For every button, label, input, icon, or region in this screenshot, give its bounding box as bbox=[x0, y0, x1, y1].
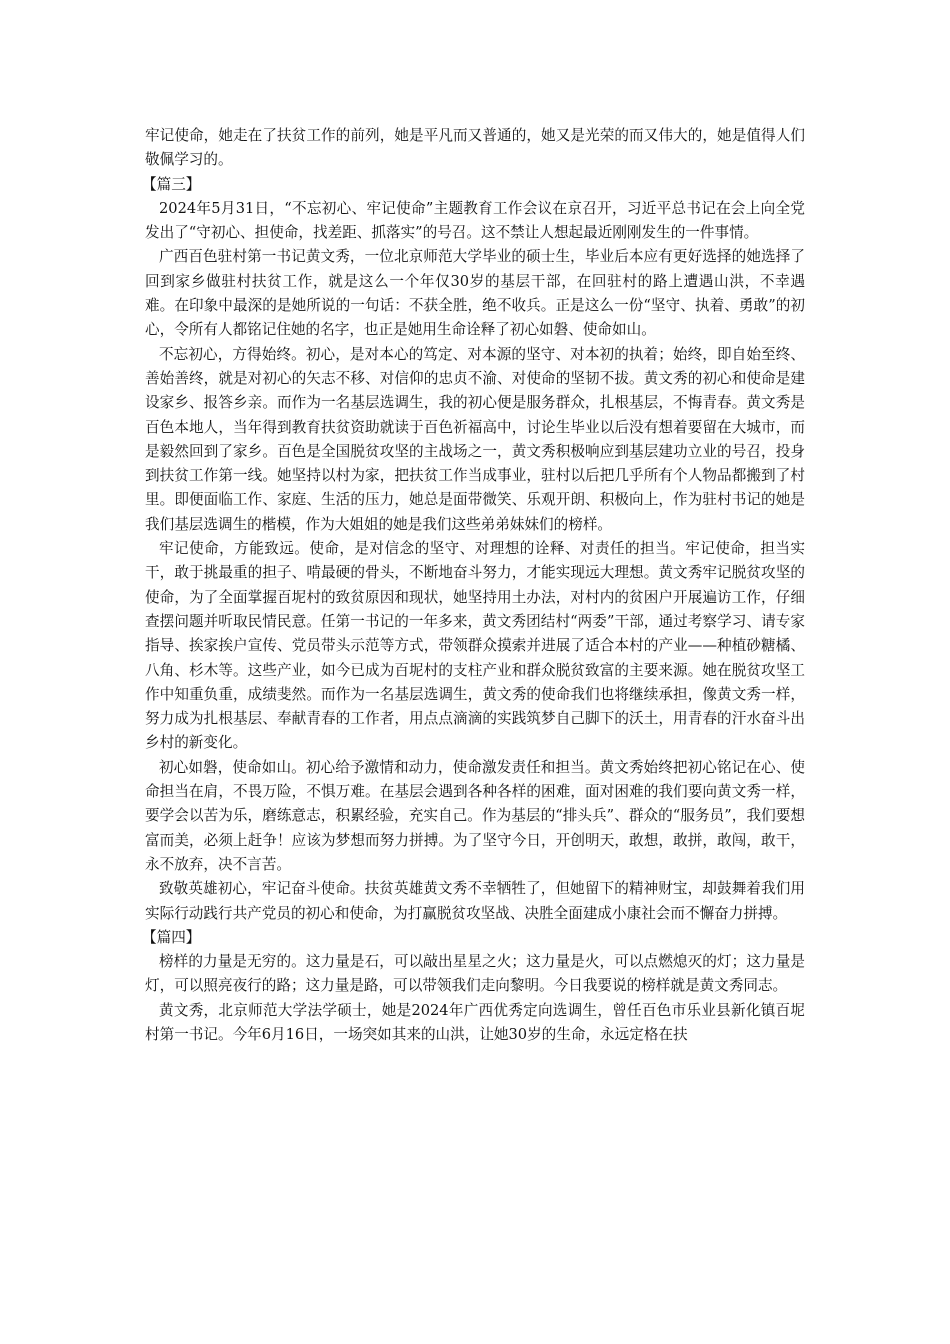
paragraph: 致敬英雄初心，牢记奋斗使命。扶贫英雄黄文秀不幸牺牲了，但她留下的精神财宝，却鼓舞着我们用实际行动践行共产党员的初心和使命，为打赢脱贫攻坚战、决胜全面建成小康社会而不懈奋力拼搏。 bbox=[145, 880, 805, 922]
paragraph: 不忘初心，方得始终。初心，是对本心的笃定、对本源的坚守、对本初的执着；始终，即自始至终、善始善终，就是对初心的矢志不移、对信仰的忠贞不渝、对使命的坚韧不拔。黄文秀的初心和使命是建设家乡、报答乡亲。而作为一名基层选调生，我的初心便是服务群众，扎根基层，不悔青春。黄文秀是百色本地人，当年得到教育扶贫资助就读于百色祈福高中，讨论生毕业以后没有想着要留在大城市，而是毅然回到了家乡。百色是全国脱贫攻坚的主战场之一，黄文秀积极响应到基层建功立业的号召，投身到扶贫工作第一线。她坚持以村为家，把扶贫工作当成事业，驻村以后把几乎所有个人物品都搬到了村里。即便面临工作、家庭、生活的压力，她总是面带微笑、乐观开朗、积极向上，作为驻村书记的她是我们基层选调生的楷模，作为大姐姐的她是我们这些弟弟妹妹们的榜样。 bbox=[145, 345, 805, 533]
paragraph: 广西百色驻村第一书记黄文秀，一位北京师范大学毕业的硕士生，毕业后本应有更好选择的她选择了回到家乡做驻村扶贫工作，就是这么一个年仅30岁的基层干部，在回驻村的路上遭遇山洪，不幸遇难。在印象中最深的是她所说的一句话：不获全胜，绝不收兵。正是这么一份“坚守、执着、勇敢”的初心，令所有人都铭记住她的名字，也正是她用生命诠释了初心如磐、使命如山。 bbox=[145, 248, 805, 339]
document-body bbox=[142, 124, 805, 1047]
paragraph: 牢记使命，方能致远。使命，是对信念的坚守、对理想的诠释、对责任的担当。牢记使命，担当实干，敢于挑最重的担子、啃最硬的骨头，不断地奋斗努力，才能实现远大理想。黄文秀牢记脱贫攻坚的使命，为了全面掌握百坭村的致贫原因和现状，她坚持用土办法，对村内的贫困户开展遍访工作，仔细查摆问题并听取民情民意。任第一书记的一年多来，黄文秀团结村“两委”干部，通过考察学习、请专家指导、挨家挨户宣传、党员带头示范等方式，带领群众摸索并进展了适合本村的产业——种植砂糖橘、八角、杉木等。这些产业，如今已成为百坭村的支柱产业和群众脱贫致富的主要来源。她在脱贫攻坚工作中知重负重，成绩斐然。而作为一名基层选调生，黄文秀的使命我们也将继续承担，像黄文秀一样，努力成为扎根基层、奉献青春的工作者，用点点滴滴的实践筑梦自己脚下的沃土，用青春的汗水奋斗出乡村的新变化。 bbox=[145, 540, 805, 752]
paragraph: 2024年5月31日，“不忘初心、牢记使命”主题教育工作会议在京召开，习近平总书记在会上向全党发出了“守初心、担使命，找差距、抓落实”的号召。这不禁让人想起最近刚刚发生的一件事情。 bbox=[145, 199, 805, 242]
paragraph: 牢记使命，她走在了扶贫工作的前列，她是平凡而又普通的，她又是光荣的而又伟大的，她是值得人们敬佩学习的。 bbox=[145, 127, 805, 169]
paragraph: 初心如磐，使命如山。初心给予激情和动力，使命激发责任和担当。黄文秀始终把初心铭记在心、使命担当在肩，不畏万险，不惧万难。在基层会遇到各种各样的困难，面对困难的我们要向黄文秀一样，要学会以苦为乐，磨练意志，积累经验，充实自己。作为基层的“排头兵”、群众的“服务员”，我们要想富而美，必须上赶争！应该为梦想而努力拼搏。为了坚守今日，开创明天，敢想，敢拼，敢闯，敢干，永不放弃，决不言苦。 bbox=[145, 758, 805, 873]
paragraph: 黄文秀，北京师范大学法学硕士，她是2024年广西优秀定向选调生，曾任百色市乐业县新化镇百坭村第一书记。今年6月16日，一场突如其来的山洪，让她30岁的生命，永远定格在扶 bbox=[145, 1001, 805, 1043]
section-heading-3: 【篇三】 bbox=[142, 175, 201, 193]
section-heading-4: 【篇四】 bbox=[142, 928, 201, 946]
paragraph: 榜样的力量是无穷的。这力量是石，可以敲出星星之火；这力量是火，可以点燃熄灭的灯；这力量是灯，可以照亮夜行的路；这力量是路，可以带领我们走向黎明。今日我要说的榜样就是黄文秀同志。 bbox=[145, 953, 805, 995]
